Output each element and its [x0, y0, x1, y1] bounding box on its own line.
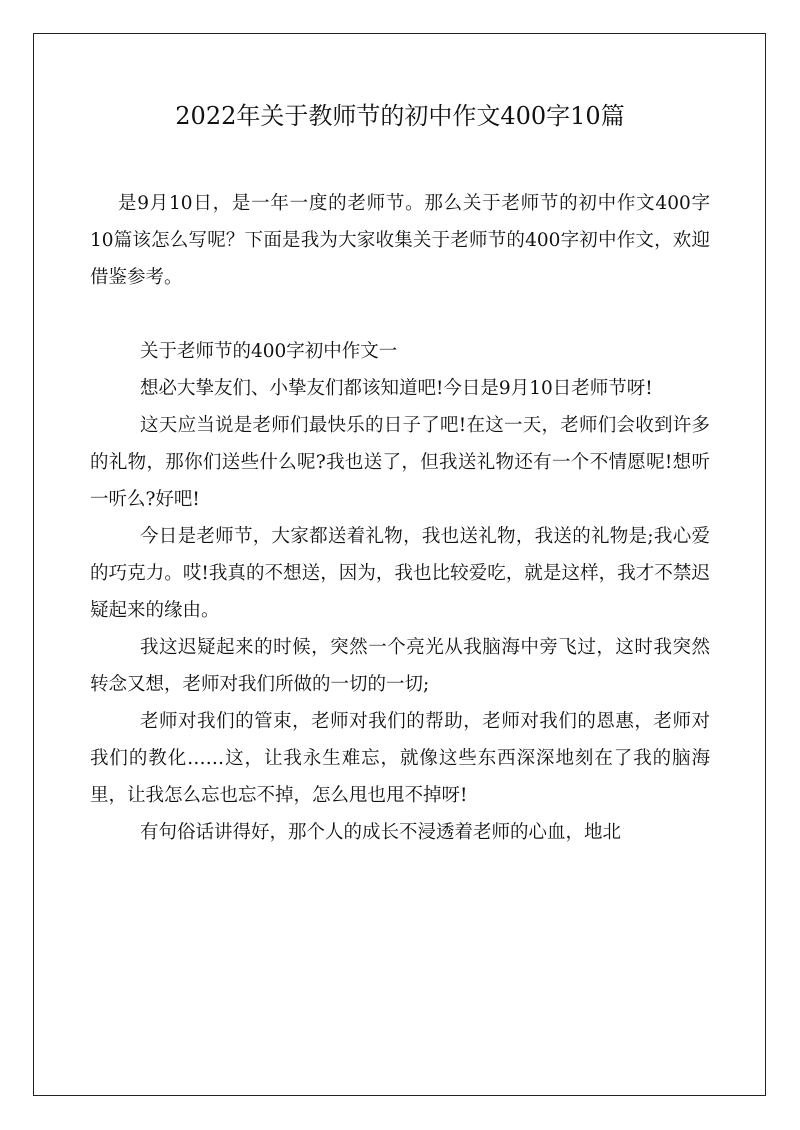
- document-title: 2022年关于教师节的初中作文400字10篇: [175, 102, 625, 130]
- body-paragraph: 这天应当说是老师们最快乐的日子了吧!在这一天，老师们会收到许多的礼物，那你们送些什么呢?我也送了，但我送礼物还有一个不情愿呢!想听一听么?好吧!: [90, 415, 710, 510]
- body-paragraph: 老师对我们的管束，老师对我们的帮助，老师对我们的恩惠，老师对我们的教化……这，让我永生难忘，就像这些东西深深地刻在了我的脑海里，让我怎么忘也忘不掉，怎么甩也甩不掉呀!: [90, 711, 710, 806]
- section-heading: 关于老师节的400字初中作文一: [140, 341, 398, 362]
- intro-paragraph: 是9月10日，是一年一度的老师节。那么关于老师节的初中作文400字10篇该怎么写呢？下面是我为大家收集关于老师节的400字初中作文，欢迎借鉴参考。: [90, 193, 710, 288]
- body-paragraph: 想必大挚友们、小挚友们都该知道吧!今日是9月10日老师节呀!: [140, 378, 653, 399]
- body-paragraph: 有句俗话讲得好，那个人的成长不浸透着老师的心血，地北: [140, 822, 622, 843]
- document-body: [90, 185, 710, 851]
- body-paragraph: 我这迟疑起来的时候，突然一个亮光从我脑海中旁飞过，这时我突然转念又想，老师对我们所做的一切的一切;: [90, 637, 710, 695]
- body-paragraph: 今日是老师节，大家都送着礼物，我也送礼物，我送的礼物是;我心爱的巧克力。哎!我真的不想送，因为，我也比较爱吃，就是这样，我才不禁迟疑起来的缘由。: [90, 526, 710, 621]
